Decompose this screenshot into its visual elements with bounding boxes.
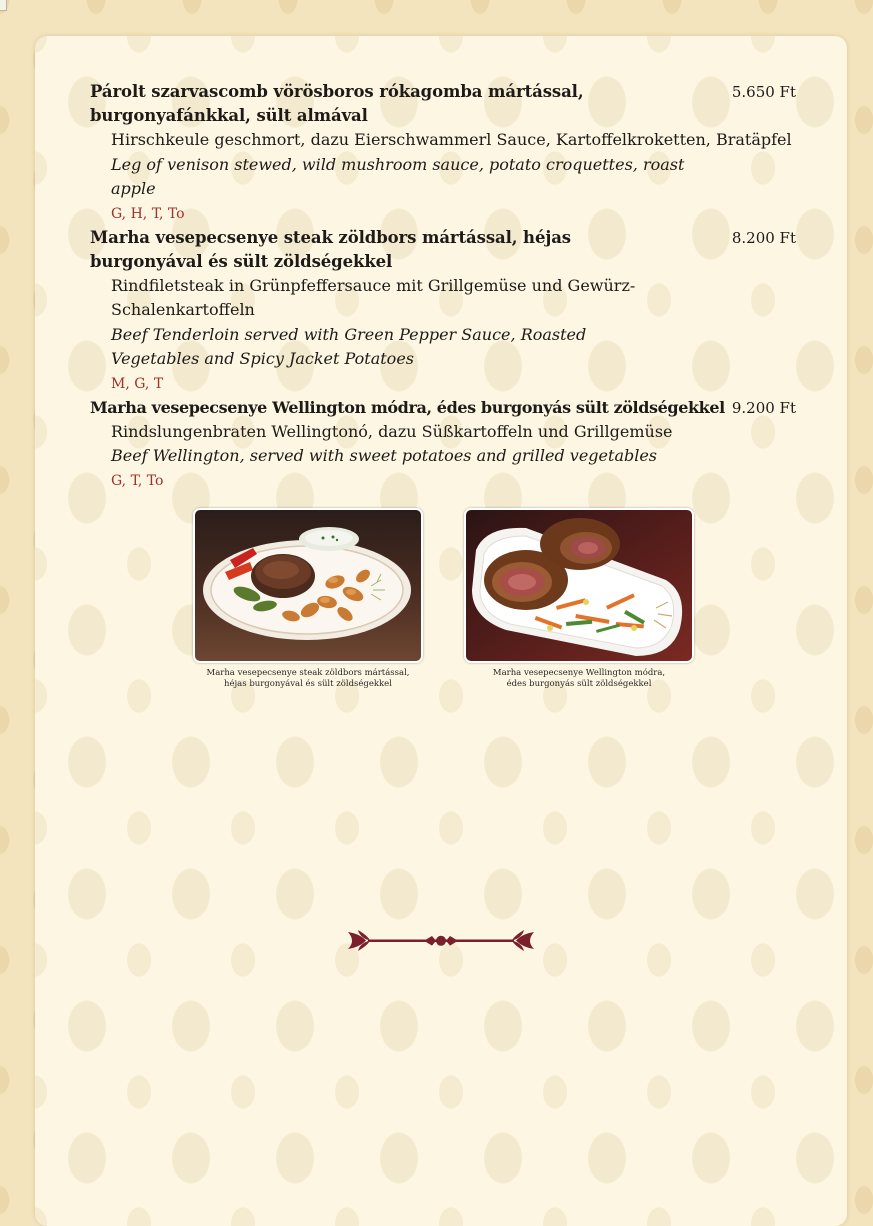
menu-item-name-de: Hirschkeule geschmort, dazu Eierschwammerl Sauce, Kartoffelkroketten, Bratäpfel [111,130,792,149]
photo-caption [193,668,423,690]
menu-item-name-de: Rindfiletsteak in Grünpfeffersauce mit Grillgemüse und Gewürz-Schalenkartoffeln [111,275,636,319]
menu-item-allergens: G, H, T, To [111,205,185,222]
photo-steak [193,508,423,690]
wellington-plate-image [464,508,694,663]
photo-caption-line: Marha vesepecsenye steak zöldbors mártással, [206,668,410,678]
menu-item-name-hu: Marha vesepecsenye steak zöldbors mártással, héjas burgonyával és sült zöldségekkel [90,227,572,271]
menu-list [90,80,796,496]
menu-item-price: 5.650 Ft [731,83,796,101]
menu-item-name-hu: Párolt szarvascomb vörösboros rókagomba mártással, burgonyafánkkal, sült almával [90,82,584,125]
steak-plate-image [193,508,423,663]
menu-item-allergens: G, T, To [111,472,164,489]
photo-caption-line: héjas burgonyával és sült zöldségekkel [224,679,392,689]
menu-item [90,80,796,227]
menu-item-name-en: Beef Tenderloin served with Green Pepper Sauce, Roasted Vegetables and Spicy Jacket Potatoes [111,324,587,368]
photo-gallery [193,508,693,698]
photo-caption [464,668,694,690]
menu-item-name-en: Beef Wellington, served with sweet potatoes and grilled vegetables [111,446,658,465]
menu-item [90,226,796,397]
decorative-divider-icon [346,926,536,956]
photo-caption-line: édes burgonyás sült zöldségekkel [506,679,652,689]
menu-item-name-hu: Marha vesepecsenye Wellington módra, édes burgonyás sült zöldségekkel [90,397,725,417]
menu-item-price: 9.200 Ft [731,398,796,417]
photo-wellington [464,508,694,690]
menu-item-name-de: Rindslungenbraten Wellingtonó, dazu Süßkartoffeln und Grillgemüse [111,421,673,441]
menu-item-price: 8.200 Ft [731,228,796,247]
menu-item-allergens: M, G, T [111,375,164,392]
menu-item-name-en: Leg of venison stewed, wild mushroom sauce, potato croquettes, roast apple [111,154,685,198]
menu-page [35,36,847,1226]
menu-item [90,396,796,494]
photo-caption-line: Marha vesepecsenye Wellington módra, [492,668,666,678]
corner-fold [0,0,7,11]
